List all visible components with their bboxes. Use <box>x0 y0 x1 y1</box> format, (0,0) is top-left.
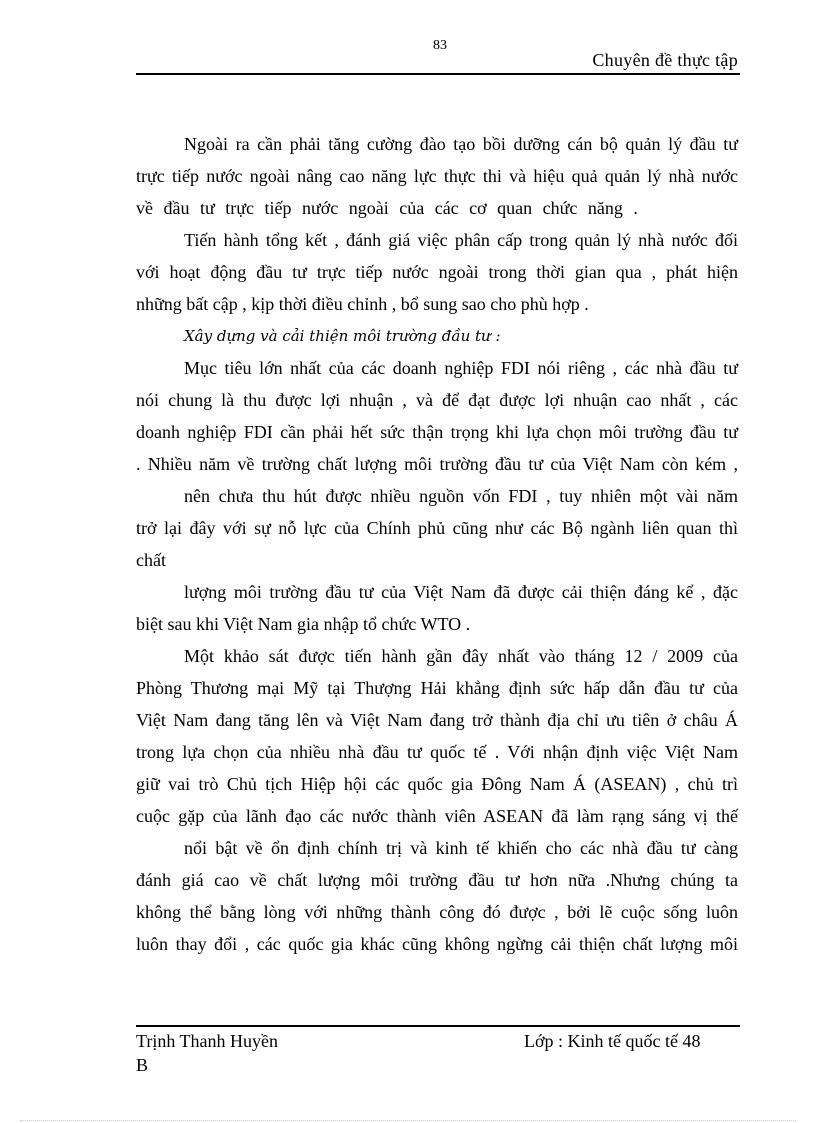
footer-class: Lớp : Kinh tế quốc tế 48 <box>524 1031 701 1051</box>
header-rule <box>136 73 740 75</box>
body-line: doanh nghiệp FDI cần phải hết sức thận trọng khi lựa chọn môi trường đầu tư <box>136 422 738 442</box>
footer-author: Trịnh Thanh Huyền <box>136 1031 279 1051</box>
body-line: trực tiếp nước ngoài nâng cao năng lực thực thi và hiệu quả quản lý nhà nước <box>136 166 738 186</box>
body-line: Phòng Thương mại Mỹ tại Thượng Hải khẳng định sức hấp dẫn đầu tư của <box>136 678 738 698</box>
body-line: đánh giá cao về chất lượng môi trường đầu tư hơn nữa .Nhưng chúng ta <box>136 870 738 890</box>
body-line: Một khảo sát được tiến hành gần đây nhất vào tháng 12 / 2009 của <box>184 646 738 666</box>
body-line: . Nhiều năm về trường chất lượng môi trường đầu tư của Việt Nam còn kém , <box>136 454 738 474</box>
body-line: lượng môi trường đầu tư của Việt Nam đã được cải thiện đáng kể , đặc <box>184 582 738 602</box>
body-line: nổi bật về ổn định chính trị và kinh tế khiến cho các nhà đầu tư càng <box>184 838 738 858</box>
body-line: cuộc gặp của lãnh đạo các nước thành viên ASEAN đã làm rạng sáng vị thế <box>136 806 738 826</box>
body-line: không thể bằng lòng với những thành công đó được , bởi lẽ cuộc sống luôn <box>136 902 738 922</box>
page-bottom-dotted-line <box>20 1120 796 1121</box>
body-line: chất <box>136 550 166 570</box>
body-line: luôn thay đổi , các quốc gia khác cũng không ngừng cải thiện chất lượng môi <box>136 934 738 954</box>
body-line: về đầu tư trực tiếp nước ngoài của các cơ quan chức năng . <box>136 198 638 218</box>
header-title: Chuyên đề thực tập <box>592 50 738 70</box>
body-line: biệt sau khi Việt Nam gia nhập tổ chức WTO . <box>136 614 471 634</box>
body-line: giữ vai trò Chủ tịch Hiệp hội các quốc gia Đông Nam Á (ASEAN) , chủ trì <box>136 774 738 794</box>
footer-rule <box>136 1025 740 1027</box>
body-line: những bất cập , kịp thời điều chỉnh , bổ sung sao cho phù hợp . <box>136 294 589 314</box>
body-line: với hoạt động đầu tư trực tiếp nước ngoài trong thời gian qua , phát hiện <box>136 262 738 282</box>
footer-author-suffix: B <box>136 1055 149 1075</box>
body-line: Việt Nam đang tăng lên và Việt Nam đang trở thành địa chỉ ưu tiên ở châu Á <box>136 710 738 730</box>
body-line: Tiến hành tổng kết , đánh giá việc phân cấp trong quản lý nhà nước đối <box>184 230 738 250</box>
body-line: nên chưa thu hút được nhiều nguồn vốn FDI , tuy nhiên một vài năm <box>184 486 738 506</box>
page-number: 83 <box>433 38 447 53</box>
body-line: Mục tiêu lớn nhất của các doanh nghiệp FDI nói riêng , các nhà đầu tư <box>184 358 738 378</box>
body-line: trở lại đây với sự nỗ lực của Chính phủ cũng như các Bộ ngành liên quan thì <box>136 518 738 538</box>
body-line: nói chung là thu được lợi nhuận , và để đạt được lợi nhuận cao nhất , các <box>136 390 738 410</box>
body-line: trong lựa chọn của nhiều nhà đầu tư quốc tế . Với nhận định việc Việt Nam <box>136 742 738 762</box>
body-line: Ngoài ra cần phải tăng cường đào tạo bồi dưỡng cán bộ quản lý đầu tư <box>184 134 738 154</box>
section-heading: Xây dựng và cải thiện môi trường đầu tư : <box>184 327 501 345</box>
